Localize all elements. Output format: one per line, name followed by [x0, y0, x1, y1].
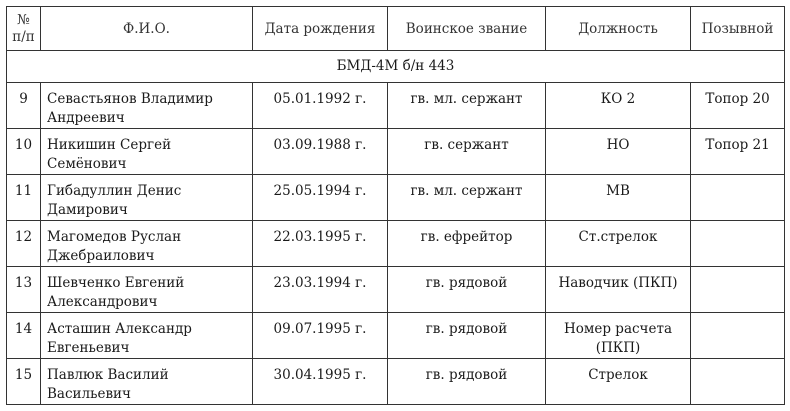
table-row — [7, 83, 785, 129]
table-row — [7, 221, 785, 267]
header-num: № п/п — [7, 7, 41, 51]
cell-rank: гв. ефрейтор — [388, 221, 546, 267]
table-row — [7, 267, 785, 313]
header-position: Должность — [546, 7, 691, 51]
cell-dob: 03.09.1988 г. — [253, 129, 388, 175]
table-row — [7, 129, 785, 175]
cell-name: Севастьянов Владимир Андреевич — [41, 83, 253, 129]
header-callsign: Позывной — [691, 7, 785, 51]
cell-callsign — [691, 221, 785, 267]
header-rank: Воинское звание — [388, 7, 546, 51]
cell-dob: 23.03.1994 г. — [253, 267, 388, 313]
cell-callsign: Топор 20 — [691, 83, 785, 129]
cell-dob: 25.05.1994 г. — [253, 175, 388, 221]
header-name: Ф.И.О. — [41, 7, 253, 51]
cell-dob: 05.01.1992 г. — [253, 83, 388, 129]
group-row — [7, 51, 785, 83]
header-dob: Дата рождения — [253, 7, 388, 51]
cell-name: Асташин Александр Евгеньевич — [41, 313, 253, 359]
cell-rank: гв. мл. сержант — [388, 83, 546, 129]
table-row — [7, 175, 785, 221]
personnel-table — [6, 6, 785, 405]
cell-name: Магомедов Руслан Джебраилович — [41, 221, 253, 267]
header-row — [7, 7, 785, 51]
cell-name: Гибадуллин Денис Дамирович — [41, 175, 253, 221]
cell-position: Стрелок — [546, 359, 691, 405]
cell-name: Павлюк Василий Васильевич — [41, 359, 253, 405]
cell-callsign — [691, 359, 785, 405]
cell-name: Шевченко Евгений Александрович — [41, 267, 253, 313]
cell-num: 14 — [7, 313, 41, 359]
cell-num: 9 — [7, 83, 41, 129]
cell-num: 10 — [7, 129, 41, 175]
cell-dob: 30.04.1995 г. — [253, 359, 388, 405]
table-row — [7, 313, 785, 359]
cell-position: Номер расчета (ПКП) — [546, 313, 691, 359]
cell-position: Наводчик (ПКП) — [546, 267, 691, 313]
cell-num: 12 — [7, 221, 41, 267]
table-row — [7, 359, 785, 405]
cell-position: НО — [546, 129, 691, 175]
cell-rank: гв. мл. сержант — [388, 175, 546, 221]
cell-callsign — [691, 313, 785, 359]
cell-callsign — [691, 175, 785, 221]
cell-callsign: Топор 21 — [691, 129, 785, 175]
cell-position: Ст.стрелок — [546, 221, 691, 267]
group-title: БМД-4М б/н 443 — [7, 51, 785, 83]
cell-rank: гв. сержант — [388, 129, 546, 175]
cell-dob: 09.07.1995 г. — [253, 313, 388, 359]
cell-dob: 22.03.1995 г. — [253, 221, 388, 267]
cell-num: 15 — [7, 359, 41, 405]
cell-position: КО 2 — [546, 83, 691, 129]
cell-position: МВ — [546, 175, 691, 221]
cell-rank: гв. рядовой — [388, 359, 546, 405]
cell-rank: гв. рядовой — [388, 267, 546, 313]
cell-callsign — [691, 267, 785, 313]
cell-name: Никишин Сергей Семёнович — [41, 129, 253, 175]
cell-num: 11 — [7, 175, 41, 221]
cell-num: 13 — [7, 267, 41, 313]
cell-rank: гв. рядовой — [388, 313, 546, 359]
